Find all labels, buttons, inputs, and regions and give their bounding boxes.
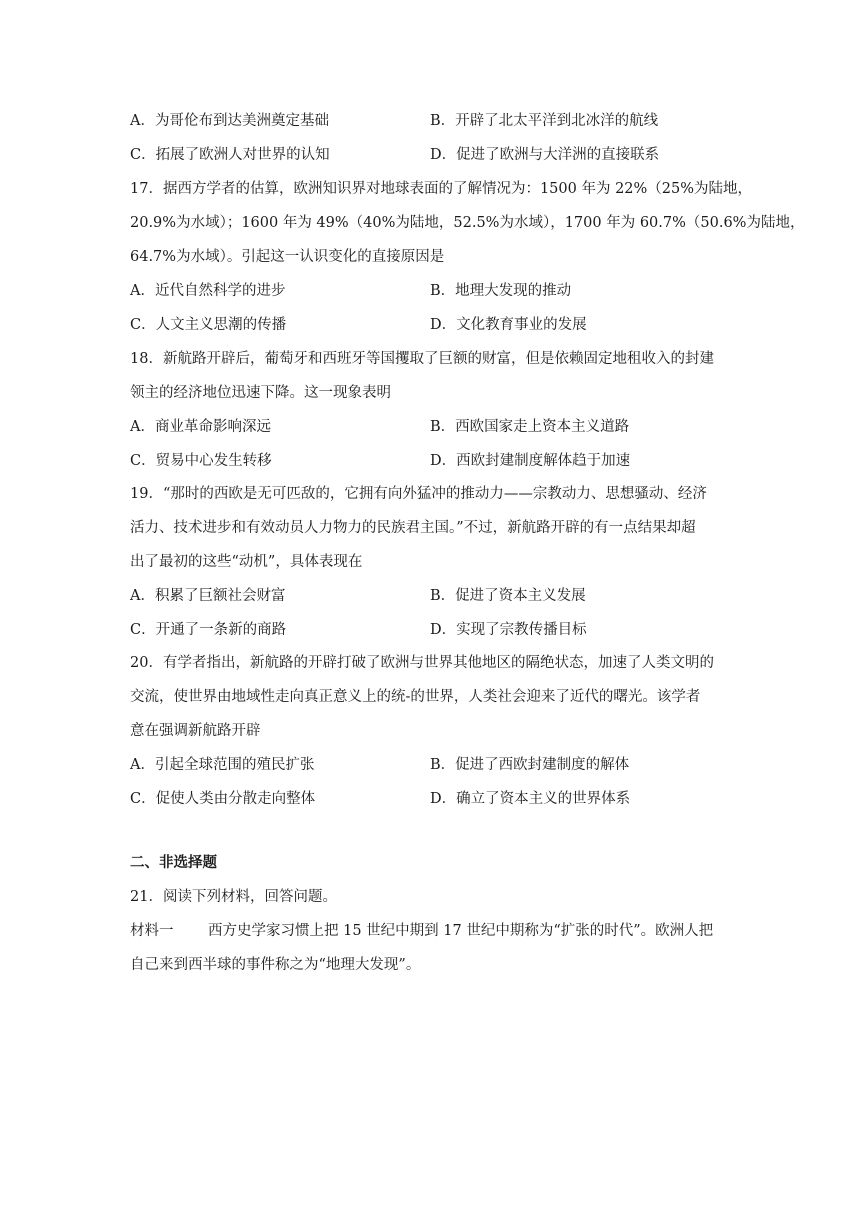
q20-stem-line: 20．有学者指出，新航路的开辟打破了欧洲与世界其他地区的隔绝状态，加速了人类文明的: [130, 655, 714, 671]
question-17: [130, 172, 805, 342]
q20-option-b: B．促进了西欧封建制度的解体: [430, 757, 630, 773]
q17-stem-line: 20.9%为水域）；1600 年为 49%（40%为陆地，52.5%为水域），1700 年为 60.7%（50.6%为陆地，: [130, 215, 805, 231]
question-20: [130, 646, 740, 816]
question-16-options: [130, 104, 740, 172]
question-19: [130, 477, 740, 647]
q19-option-b: B．促进了资本主义发展: [430, 588, 586, 604]
q20-option-c: C．促使人类由分散走向整体: [130, 791, 316, 807]
q16-option-d: D．促进了欧洲与大洋洲的直接联系: [430, 147, 660, 163]
q20-option-a: A．引起全球范围的殖民扩张: [130, 757, 315, 773]
q19-stem-line: 出了最初的这些“动机”，具体表现在: [130, 554, 363, 570]
q18-stem-line: 领主的经济地位迅速下降。这一现象表明: [130, 385, 391, 401]
material-1-text: 西方史学家习惯上把 15 世纪中期到 17 世纪中期称为“扩张的时代”。欧洲人把: [208, 923, 714, 939]
material-1-line-2: 自己来到西半球的事件称之为“地理大发现”。: [130, 957, 421, 973]
q20-stem-line: 交流，使世界由地域性走向真正意义上的统-的世界，人类社会迎来了近代的曙光。该学者: [130, 689, 701, 705]
material-1-line: [130, 914, 740, 948]
section-title: 二、非选择题: [130, 854, 217, 871]
q21-intro: 21．阅读下列材料，回答问题。: [130, 889, 337, 905]
q17-stem-line: 64.7%为水域）。引起这一认识变化的直接原因是: [130, 249, 445, 265]
q19-option-c: C．开通了一条新的商路: [130, 622, 287, 638]
q16-option-b: B．开辟了北太平洋到北冰洋的航线: [430, 113, 659, 129]
question-18: [130, 342, 740, 478]
q16-option-a: A．为哥伦布到达美洲奠定基础: [130, 113, 329, 129]
q17-option-a: A．近代自然科学的进步: [130, 283, 286, 299]
q18-option-a: A．商业革命影响深远: [130, 419, 271, 435]
q19-stem-line: 活力、技术进步和有效动员人力物力的民族君主国。”不过，新航路开辟的有一点结果却超: [130, 520, 696, 536]
q18-stem-line: 18．新航路开辟后，葡萄牙和西班牙等国攫取了巨额的财富，但是依赖固定地租收入的封建: [130, 351, 714, 367]
material-1-label: 材料一: [130, 923, 174, 939]
q18-option-d: D．西欧封建制度解体趋于加速: [430, 453, 631, 469]
q16-option-c: C．拓展了欧洲人对世界的认知: [130, 147, 330, 163]
q19-option-a: A．积累了巨额社会财富: [130, 588, 286, 604]
q20-stem-line: 意在强调新航路开辟: [130, 723, 261, 739]
q20-option-d: D．确立了资本主义的世界体系: [430, 791, 631, 807]
q19-stem-line: 19．“那时的西欧是无可匹敌的，它拥有向外猛冲的推动力——宗教动力、思想骚动、经济: [130, 486, 707, 502]
q17-option-d: D．文化教育事业的发展: [430, 317, 587, 333]
q18-option-c: C．贸易中心发生转移: [130, 453, 272, 469]
q18-option-b: B．西欧国家走上资本主义道路: [430, 419, 630, 435]
section-non-multiple-choice: [130, 846, 740, 982]
q17-stem-line: 17．据西方学者的估算，欧洲知识界对地球表面的了解情况为：1500 年为 22%（25%为陆地，: [130, 181, 753, 197]
q17-option-c: C．人文主义思潮的传播: [130, 317, 287, 333]
q19-option-d: D．实现了宗教传播目标: [430, 622, 587, 638]
q17-option-b: B．地理大发现的推动: [430, 283, 572, 299]
